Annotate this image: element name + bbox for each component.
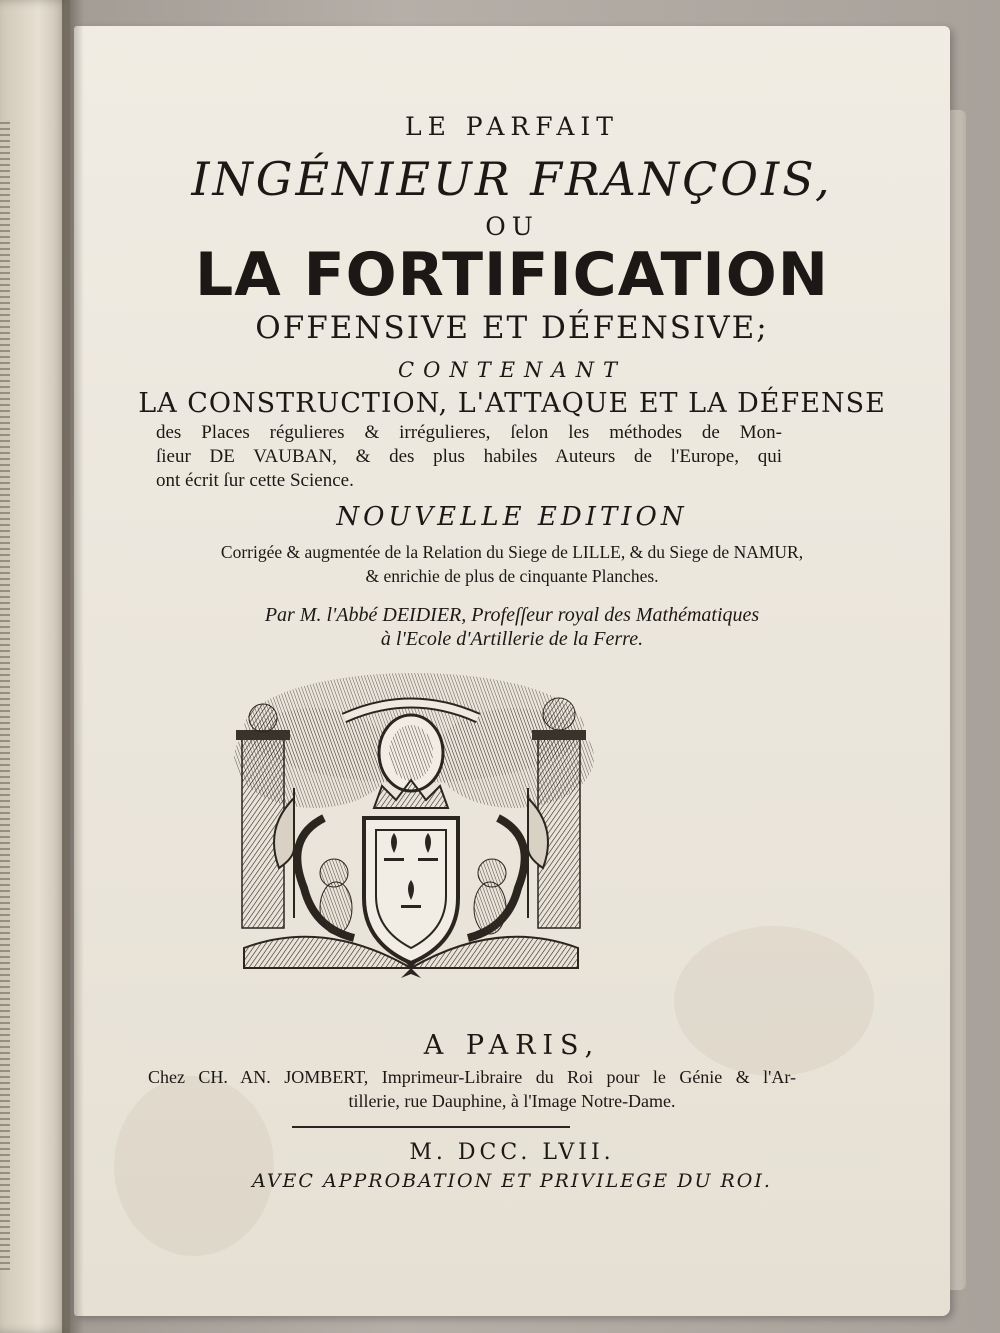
author-line-1: Par M. l'Abbé DEIDIER, Profeſſeur royal des Mathématiques	[264, 604, 760, 626]
edition-line-1: Corrigée & augmentée de la Relation du Siege de LILLE, & du Siege de NAMUR,	[220, 542, 804, 562]
imprint-year: M. DCC. LVII.	[409, 1140, 615, 1165]
body-line-1: des Places régulieres & irrégulieres, ſelon les méthodes de Mon-	[156, 422, 782, 443]
title-line-contenant: CONTENANT	[398, 358, 626, 382]
title-line-construction: LA CONSTRUCTION, L'ATTAQUE ET LA DÉFENSE	[138, 388, 886, 419]
body-line-2: ſieur DE VAUBAN, & des plus habiles Auteurs de l'Europe, qui	[156, 446, 782, 467]
title-line-offensive: OFFENSIVE ET DÉFENSIVE;	[255, 310, 769, 346]
frontispiece-plate-edge	[0, 120, 10, 1270]
left-facing-page	[0, 0, 70, 1333]
double-rule-divider	[292, 1126, 570, 1128]
body-line-3: ont écrit ſur cette Science.	[156, 470, 354, 491]
title-line-ou: OU	[485, 212, 539, 241]
edition-heading: NOUVELLE EDITION	[336, 502, 688, 532]
imprint-publisher-line-2: tillerie, rue Dauphine, à l'Image Notre-Dame.	[348, 1091, 676, 1111]
imprint-place: A PARIS,	[423, 1030, 601, 1061]
printers-device-engraving	[224, 668, 598, 1013]
author-line-2: à l'Ecole d'Artillerie de la Ferre.	[380, 628, 644, 650]
title-line-ingenieur: INGÉNIEUR FRANÇOIS,	[191, 152, 833, 206]
imprint-publisher-line-1: Chez CH. AN. JOMBERT, Imprimeur-Libraire du Roi pour le Génie & l'Ar-	[148, 1067, 796, 1087]
title-line-le-parfait: LE PARFAIT	[405, 112, 619, 141]
edition-line-2: & enrichie de plus de cinquante Planches.	[365, 566, 659, 586]
title-line-fortification: LA FORTIFICATION	[195, 240, 829, 310]
privilege-line: AVEC APPROBATION ET PRIVILEGE DU ROI.	[252, 1170, 772, 1192]
